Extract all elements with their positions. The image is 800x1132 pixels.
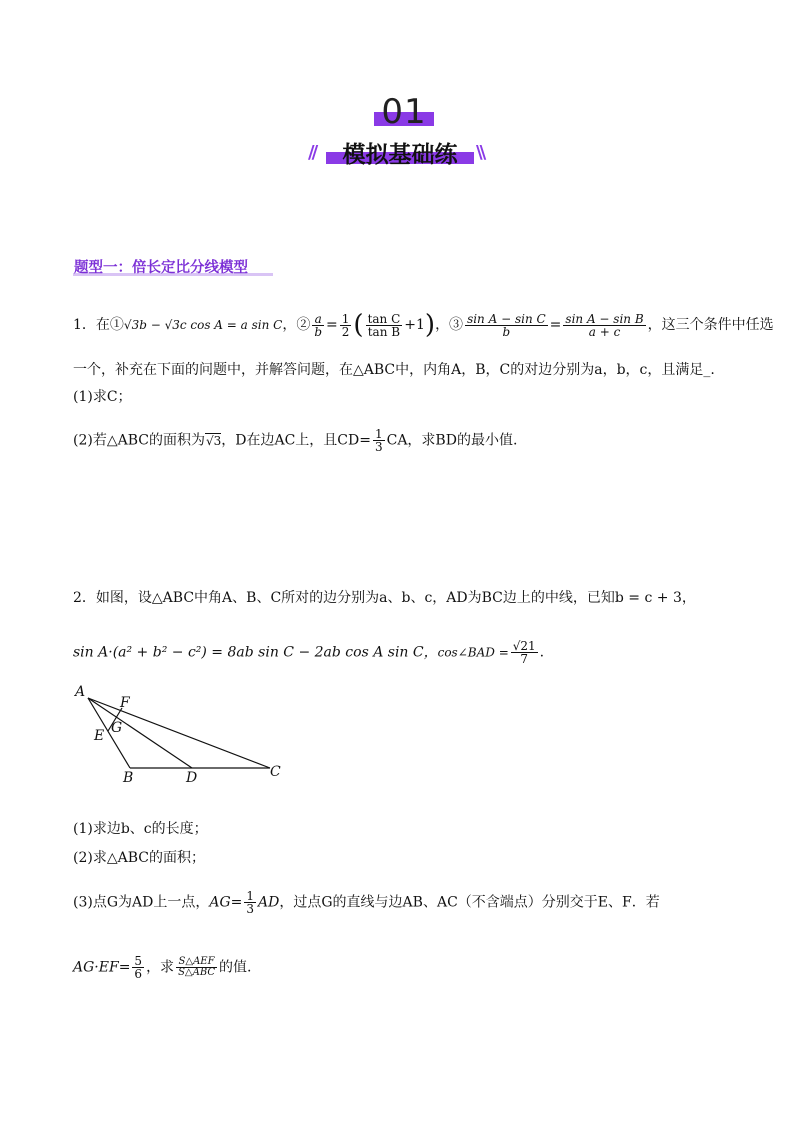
q2-line2: [73, 640, 544, 665]
q2-part3-frac-den: 3: [246, 902, 255, 916]
label-G: G: [111, 720, 123, 736]
q1-line1-tail: ，这三个条件中任选: [647, 317, 774, 333]
q2-part4-frac-num: 5: [134, 954, 143, 968]
q1-part2-sqrt: √3: [205, 433, 222, 448]
q1-cond2-half-fraction: [340, 313, 352, 338]
label-E: E: [94, 728, 105, 744]
q1-number: 1．在①: [73, 317, 124, 333]
q2-equation: sin A·(a² + b² − c²) = 8ab sin C − 2ab cos A sin C，: [73, 644, 438, 661]
q2-part2: (2)求△ABC的面积；: [73, 850, 205, 866]
q2-part4-fraction: [132, 955, 144, 980]
q1-cond2-half-den: 2: [341, 324, 350, 339]
q2-part4-text-b: ，求: [146, 959, 175, 976]
q2-part3-fraction: [244, 890, 256, 915]
q1-part2-frac-den: 3: [374, 440, 383, 454]
label-B: B: [123, 770, 134, 786]
q1-cond2-lhs-num: a: [312, 313, 324, 326]
q1-line1: 1．在①√3b − √3c cos A = a sin C，② $\frac{a}{b}$ = $\frac{1}{2}$ ( $\frac{\text{tan C}}{\text{tan B}}$ +1)，③ $\frac{\text{sin A − sin C}}{b}$ = $\frac{\text{sin A − sin B}}{a + c}$ ，这三个条件中任选: [73, 310, 774, 340]
q1-cond2-lhs-den: b: [314, 324, 323, 339]
q1-cond2-tan-num: tan C: [367, 311, 401, 326]
q2-part4-frac-den: 6: [134, 967, 143, 981]
q2-part1: (1)求边b、c的长度；: [73, 821, 208, 837]
q1-cond2-lhs-fraction: [312, 313, 324, 338]
q1-part2-frac-num: 1: [374, 427, 383, 441]
label-A: A: [75, 684, 86, 700]
q2-part4-area-ratio: [176, 957, 217, 978]
q2-cos-frac-num: √21: [512, 639, 536, 653]
q1-cond3-lhs-fraction: [465, 313, 548, 338]
q1-part1: (1)求C；: [73, 389, 132, 405]
q1-part2-fraction: [373, 428, 385, 453]
q2-cos-fraction: [511, 640, 538, 665]
q2-part4-text-c: 的值.: [219, 959, 252, 976]
q1-right-paren: ): [424, 310, 436, 340]
q1-part2-text-b: ，D在边AC上，且CD=: [221, 432, 371, 449]
q2-part4: [73, 955, 251, 980]
q2-part3-text-b: ，过点G的直线与边AB、AC（不含端点）分别交于E、F．若: [279, 894, 660, 911]
q2-part3-vector-AD: AD: [258, 894, 280, 911]
q2-part3-eq: =: [230, 894, 243, 911]
q1-condition1: √3b − √3c cos A = a sin C: [123, 318, 283, 332]
section-heading: 题型一：倍长定比分线模型: [74, 260, 248, 276]
q2-cos-label: cos∠BAD =: [437, 645, 509, 660]
q2-line1: 2．如图，设△ABC中角A、B、C所对的边分别为a、b、c，AD为BC边上的中线，已知b = c + 3，: [73, 590, 696, 606]
q2-part4-area-den: S△ABC: [178, 967, 216, 978]
q2-part4-eq: =: [118, 959, 131, 976]
q1-cond2-tan-fraction: [366, 313, 403, 338]
q1-cond3-rhs-num: sin A − sin B: [565, 311, 644, 326]
q2-part3: [73, 890, 660, 915]
q2-part4-area-num: S△AEF: [176, 957, 217, 968]
q1-cond2-eq: =: [326, 317, 338, 333]
q1-part2-text-c: CA，求BD的最小值.: [386, 432, 518, 449]
q1-line2: 一个，补充在下面的问题中，并解答问题，在△ABC中，内角A，B，C的对边分别为a，b，c，且满足_.: [73, 362, 715, 378]
label-F: F: [120, 695, 130, 711]
q2-cos-frac-den: 7: [520, 652, 529, 666]
q1-cond3-lhs-den: b: [502, 324, 511, 339]
q1-cond2-tan-den: tan B: [367, 324, 401, 339]
q1-part2-text-a: (2)若△ABC的面积为: [73, 432, 205, 449]
chapter-title: 模拟基础练: [342, 142, 458, 168]
label-C: C: [270, 764, 281, 780]
q2-part4-dot-product: AG·EF: [73, 959, 119, 976]
q1-sep1: ，②: [282, 317, 311, 333]
q1-part2: [73, 428, 517, 453]
right-slash-deco: \\: [476, 142, 484, 163]
q2-part3-frac-num: 1: [246, 889, 255, 903]
q1-cond3-rhs-den: a + c: [588, 324, 621, 339]
q2-line2-end: .: [539, 644, 545, 661]
q1-cond3-rhs-fraction: [563, 313, 645, 338]
q1-left-paren: (: [353, 310, 364, 340]
label-D: D: [186, 770, 198, 786]
left-slash-deco: //: [308, 142, 316, 163]
q1-cond2-half-num: 1: [341, 311, 350, 326]
q1-cond3-lhs-num: sin A − sin C: [467, 311, 546, 326]
q2-part3-text-a: (3)点G为AD上一点，: [73, 894, 210, 911]
q2-part3-vector-AG: AG: [209, 894, 231, 911]
triangle-figure: [70, 680, 300, 790]
q1-cond2-tail: +1: [404, 317, 425, 333]
q1-sep2: ，③: [435, 317, 464, 333]
chapter-number: 01: [381, 92, 427, 132]
